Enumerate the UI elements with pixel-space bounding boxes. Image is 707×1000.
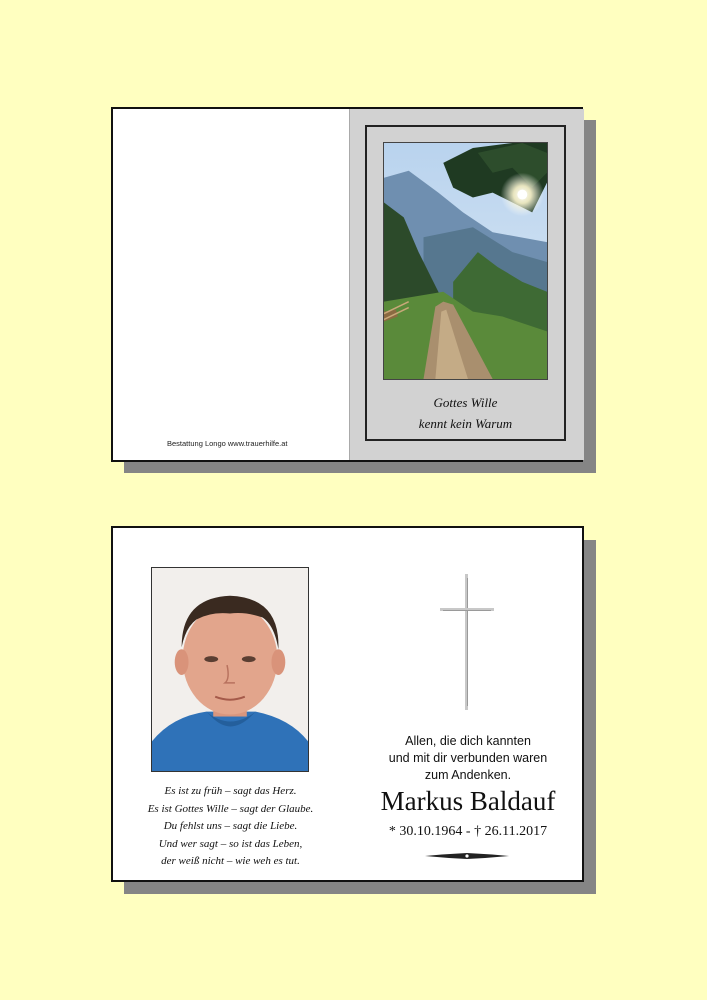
farewell-line: Allen, die dich kannten <box>405 734 531 748</box>
deceased-name: Markus Baldauf <box>380 786 556 816</box>
farewell-text <box>363 733 573 784</box>
memorial-card-inside <box>111 526 584 882</box>
poem-line: Es ist zu früh – sagt das Herz. <box>164 785 297 797</box>
poem-line: Und wer sagt – so ist das Leben, <box>158 837 303 850</box>
card-front-panel <box>349 109 584 460</box>
farewell-line: und mit dir verbunden waren <box>388 751 548 765</box>
poem-line: der weiß nicht – wie weh es tut. <box>161 855 300 867</box>
motto-line-1: Gottes Wille <box>433 395 498 410</box>
card-front-frame <box>365 125 566 441</box>
memorial-card-outside <box>111 107 583 462</box>
poem-line: Es ist Gottes Wille – sagt der Glaube. <box>147 802 314 815</box>
cross-icon <box>438 572 496 712</box>
life-dates: * 30.10.1964 - † 26.11.2017 <box>388 824 548 839</box>
landscape-photo <box>383 142 548 380</box>
portrait-photo <box>151 567 309 772</box>
farewell-line: zum Andenken. <box>424 768 512 782</box>
publisher-credit: Bestattung Longo www.trauerhilfe.at <box>167 439 288 448</box>
poem-line: Du fehlst uns – sagt die Liebe. <box>163 820 298 832</box>
motto-line-2: kennt kein Warum <box>418 416 513 431</box>
divider-ornament <box>425 852 509 860</box>
poem <box>123 783 338 871</box>
